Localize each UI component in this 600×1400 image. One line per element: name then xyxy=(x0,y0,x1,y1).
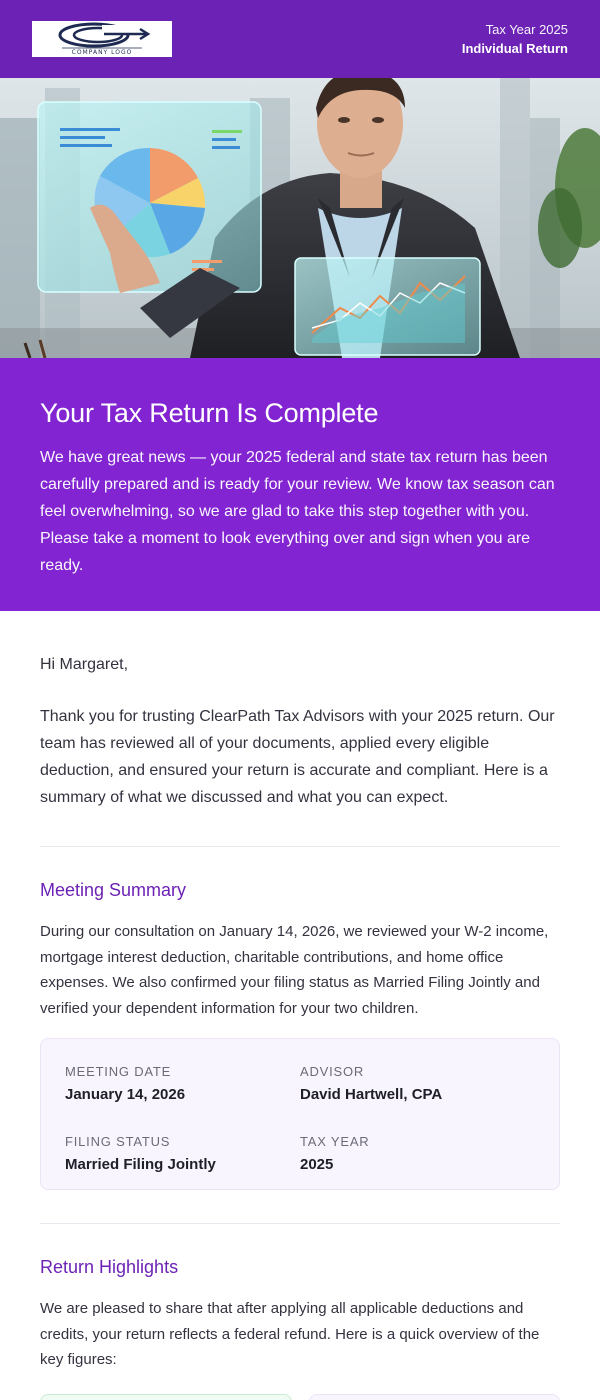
section-divider xyxy=(40,1223,560,1224)
field-label: FILING STATUS xyxy=(65,1134,171,1149)
banner-message: We have great news — your 2025 federal and state tax return has been carefully prepared and is ready for your review. We know tax season can feel overwhelming, so we are glad to take this step together with you. Please take a moment to look everything over and sign when you are ready. xyxy=(40,449,555,574)
meeting-summary-text: During our consultation on January 14, 2026, we reviewed your W-2 income, mortgage interest deduction, charitable contributions, and home office expenses. We also confirmed your filing status as Married Filing Jointly and verified your dependent information for your two children. xyxy=(40,923,549,1017)
figure-card xyxy=(309,1394,561,1400)
meeting-summary-heading: Meeting Summary xyxy=(40,880,187,900)
greeting: Hi Margaret, xyxy=(40,656,129,673)
email-header xyxy=(0,0,600,78)
hero-banner xyxy=(0,358,600,611)
meeting-date-field xyxy=(65,1063,300,1119)
field-value: David Hartwell, CPA xyxy=(300,1086,443,1103)
field-label: TAX YEAR xyxy=(300,1134,370,1149)
field-value: January 14, 2026 xyxy=(65,1086,186,1103)
field-value: 2025 xyxy=(300,1156,334,1173)
company-logo xyxy=(32,21,172,57)
field-label: ADVISOR xyxy=(300,1064,365,1079)
section-divider xyxy=(40,846,560,847)
tax-year-field xyxy=(300,1133,535,1189)
return-highlights-text: We are pleased to share that after applying all applicable deductions and credits, your return reflects a federal refund. Here is a quick overview of the key figures: xyxy=(40,1300,540,1368)
page-title: Your Tax Return Is Complete xyxy=(40,398,379,428)
return-highlights-heading: Return Highlights xyxy=(40,1257,179,1277)
tax-year-label: Tax Year 2025 xyxy=(485,22,568,37)
letter-body xyxy=(0,611,600,1400)
hero-image xyxy=(0,78,600,358)
field-label: MEETING DATE xyxy=(65,1064,172,1079)
highlight-cards xyxy=(40,1394,560,1400)
meeting-details-card xyxy=(40,1038,560,1190)
field-value: Married Filing Jointly xyxy=(65,1156,216,1173)
filing-status-field xyxy=(65,1133,300,1189)
refund-card xyxy=(40,1394,292,1400)
advisor-field xyxy=(300,1063,535,1119)
return-type-label: Individual Return xyxy=(461,41,568,56)
return-meta xyxy=(462,21,568,59)
logo-text: COMPANY LOGO xyxy=(71,49,133,56)
intro-paragraph: Thank you for trusting ClearPath Tax Advisors with your 2025 return. Our team has reviewed all of your documents, applied every eligible deduction, and ensured your return is accurate and compliant. Here is a summary of what we discussed and what you can expect. xyxy=(40,708,555,806)
